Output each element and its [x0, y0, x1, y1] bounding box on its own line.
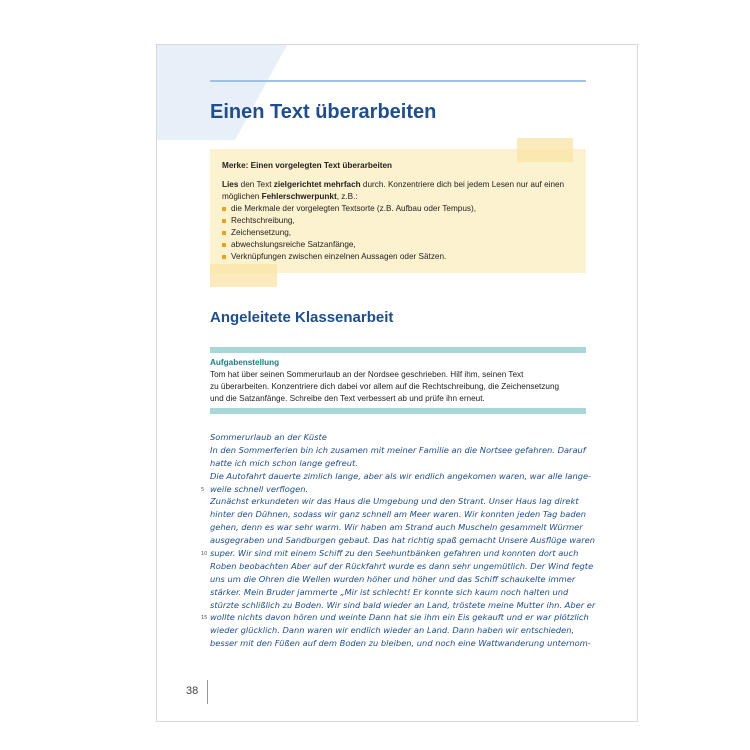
story-line: [210, 599, 596, 612]
story-line: [201, 611, 590, 624]
merke-heading: Merke: Einen vorgelegten Text überarbeiten: [222, 161, 393, 170]
list-item-text: Verknüpfungen zwischen einzelnen Aussagen oder Sätzen.: [231, 252, 447, 261]
line-number: 10: [201, 551, 208, 558]
top-rule: [210, 80, 586, 82]
story-line: [210, 534, 595, 547]
task-bar-bottom: [210, 408, 586, 414]
story-line-text: Sommerurlaub an der Küste: [210, 432, 327, 442]
story-line: [201, 483, 590, 496]
story-line: [210, 573, 590, 586]
merke-tab-top: [517, 138, 573, 162]
story-line: [210, 624, 590, 637]
list-item: [222, 203, 578, 215]
list-item: [222, 227, 578, 239]
bullet-icon: [222, 207, 226, 211]
task-text: [210, 369, 590, 405]
story-title: [210, 431, 590, 444]
story-line-text: In den Sommerferien bin ich zusamen mit meiner Familie an die Nortsee gefahren. Darauf: [210, 444, 586, 455]
list-item-text: Rechtschreibung,: [231, 216, 295, 225]
story-text: [201, 431, 596, 650]
story-line: [210, 508, 590, 521]
story-line: [210, 637, 590, 650]
story-line-text: stärker. Mein Bruder jammerte „Mir ist schlecht! Er konnte sich kaum noch halten und: [210, 586, 569, 597]
story-line-text: uns um die Ohren die Wellen wurden höher und höher und das Schiff schaukelte immer: [210, 573, 576, 584]
task-line: zu überarbeiten. Konzentriere dich dabei vor allem auf die Rechtschreibung, die Zeichensetzung: [210, 382, 560, 391]
story-line-text: super. Wir sind mit einem Schiff zu den Seehuntbänken gefahren und konnten dort auch: [210, 548, 579, 559]
story-line-text: wollte nichts davon hören und weinte Dann hat sie ihm ein Eis gekauft und er war plötzlich: [210, 612, 589, 623]
bullet-icon: [222, 231, 226, 235]
story-line: [210, 470, 590, 483]
merke-intro-text-1: den Text: [238, 180, 274, 189]
page-number: 38: [186, 685, 199, 697]
story-line-text: Zunächst erkundeten wir das Haus die Umgebung und den Strant. Unser Haus lag direkt: [210, 496, 579, 507]
story-line: [201, 547, 590, 560]
merke-content: [222, 160, 578, 263]
story-line-text: wieder glücklich. Dann waren wir endlich wieder an Land. Dann haben wir entschieden,: [210, 625, 575, 636]
story-line-text: hatte ich mich schon lange gefreut.: [210, 457, 358, 468]
bullet-icon: [222, 255, 226, 259]
merke-intro-text-3: , z.B.:: [336, 192, 358, 201]
merke-intro-bold-zielgerichtet: zielgerichtet mehrfach: [273, 180, 361, 189]
merke-list: [222, 203, 578, 263]
list-item: [222, 215, 578, 227]
story-line-text: stürzte schlißlich zu Boden. Wir sind bald wieder an Land, tröstete meine Mutter ihn. Aber er: [210, 599, 596, 610]
list-item-text: abwechslungsreiche Satzanfänge,: [231, 240, 356, 249]
merke-intro-bold-lies: Lies: [222, 180, 239, 189]
task-heading: Aufgabenstellung: [210, 358, 280, 367]
story-line: [210, 586, 590, 599]
merke-intro-bold-fehlerschwerpunkt: Fehlerschwerpunkt: [261, 192, 337, 201]
merke-tab-bottom: [210, 264, 277, 287]
bullet-icon: [222, 243, 226, 247]
corner-decoration: [157, 45, 287, 140]
line-number: 15: [201, 615, 208, 622]
merke-intro: [222, 179, 578, 203]
merke-intro-text-2: durch. Konzentriere dich bei jedem Lesen nur auf einen möglichen: [222, 180, 565, 201]
task-bar-top: [210, 347, 586, 353]
list-item-text: die Merkmale der vorgelegten Textsorte (z.B. Aufbau oder Tempus),: [231, 204, 476, 213]
list-item: [222, 251, 578, 263]
story-line: [210, 444, 590, 457]
story-line-text: hinter den Dühnen, sodass wir ganz schnell am Meer waren. Wir konnten jeden Tag baden: [210, 509, 587, 520]
list-item: [222, 239, 578, 251]
task-line: Tom hat über seinen Sommerurlaub an der Nordsee geschrieben. Hilf ihm, seinen Text: [210, 370, 524, 379]
story-line: [210, 560, 594, 573]
story-line-text: gehen, denn es war sehr warm. Wir haben am Strand auch Muscheln gesammelt Würmer: [210, 522, 583, 533]
textbook-page: [156, 44, 638, 722]
story-line-text: weile schnell verflogen.: [210, 483, 309, 494]
story-line: [210, 495, 590, 508]
section-title: Angeleitete Klassenarbeit: [210, 309, 394, 326]
story-line-text: besser mit den Füßen auf dem Boden zu bleiben, und noch eine Wattwanderung unternom-: [210, 638, 591, 649]
page-number-divider: [207, 680, 208, 704]
list-item-text: Zeichensetzung,: [231, 228, 292, 237]
story-line-text: Die Autofahrt dauerte zimlich lange, aber als wir endlich angekomen waren, war alle lange-: [210, 470, 592, 481]
story-line-text: ausgegraben und Sandburgen gebaut. Das hat richtig spaß gemacht Unsere Ausflüge waren: [210, 535, 595, 546]
story-line: [210, 521, 590, 534]
task-line: und die Satzanfänge. Schreibe den Text verbessert ab und prüfe ihn erneut.: [210, 394, 485, 403]
line-number: 5: [201, 486, 205, 493]
page-title: Einen Text überarbeiten: [210, 101, 437, 123]
story-line: [210, 457, 590, 470]
bullet-icon: [222, 219, 226, 223]
story-line-text: Roben beobachten Aber auf der Rückfahrt wurde es dann sehr ungemütlich. Der Wind fegte: [210, 560, 594, 571]
